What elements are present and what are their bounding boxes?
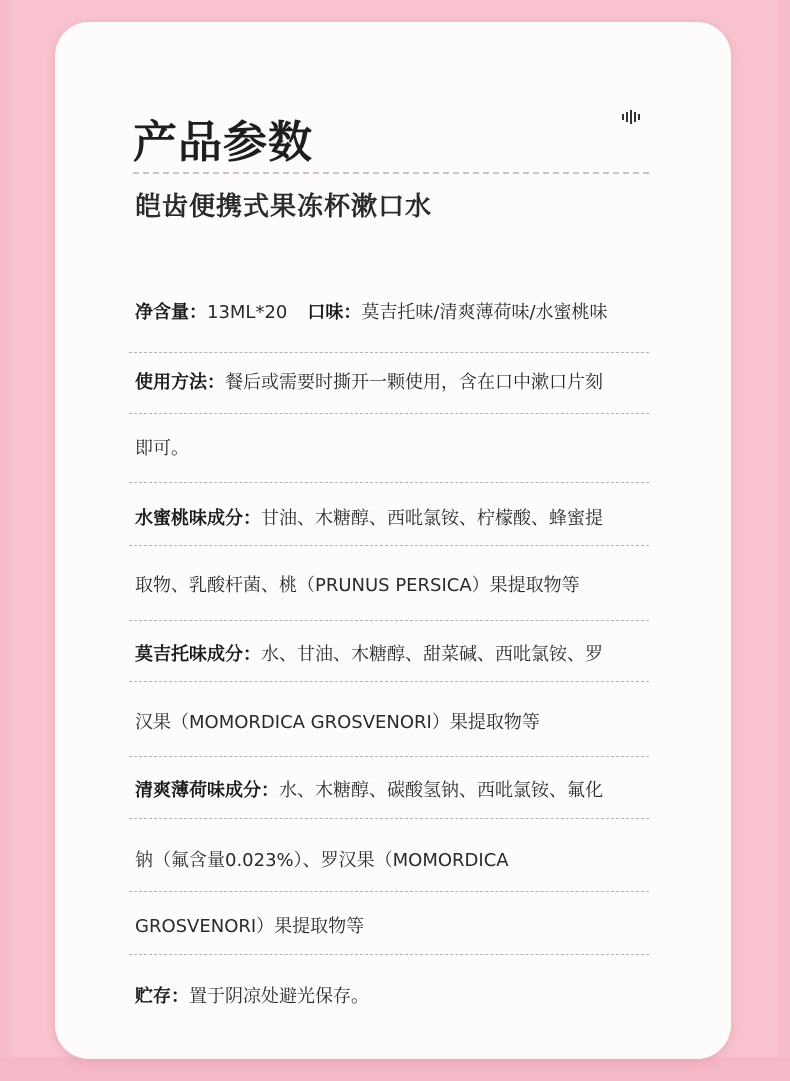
flavor-value: 莫吉托味/清爽薄荷味/水蜜桃味 bbox=[361, 302, 608, 323]
mint-line-1 bbox=[135, 776, 603, 802]
usage-line-2 bbox=[135, 434, 189, 460]
row-divider bbox=[129, 482, 649, 483]
product-name: 皑齿便携式果冻杯漱口水 bbox=[135, 192, 433, 222]
peach-line-1 bbox=[135, 504, 603, 530]
peach-value-2: 取物、乳酸杆菌、桃（PRUNUS PERSICA）果提取物等 bbox=[135, 575, 580, 596]
row-divider bbox=[129, 620, 649, 621]
mojito-value-1: 水、甘油、木糖醇、甜菜碱、西吡氯铵、罗 bbox=[261, 644, 603, 665]
net-and-flavor-line bbox=[135, 298, 608, 324]
row-divider bbox=[129, 756, 649, 757]
mojito-line-1 bbox=[135, 640, 603, 666]
storage-value: 置于阴凉处避光保存。 bbox=[189, 986, 369, 1007]
net-label: 净含量： bbox=[135, 302, 207, 323]
usage-line-1 bbox=[135, 368, 603, 394]
row-divider bbox=[129, 891, 649, 892]
mint-line-2 bbox=[135, 846, 509, 872]
left-pink-edge bbox=[0, 0, 12, 1081]
mojito-value-2: 汉果（MOMORDICA GROSVENORI）果提取物等 bbox=[135, 712, 540, 733]
mint-value-1: 水、木糖醇、碳酸氢钠、西吡氯铵、氟化 bbox=[279, 780, 603, 801]
row-divider bbox=[129, 413, 649, 414]
storage-label: 贮存： bbox=[135, 986, 189, 1007]
row-divider bbox=[129, 545, 649, 546]
row-divider bbox=[129, 352, 649, 353]
row-divider bbox=[129, 954, 649, 955]
row-divider bbox=[129, 681, 649, 682]
usage-label: 使用方法： bbox=[135, 372, 225, 393]
title-divider bbox=[133, 172, 649, 174]
mojito-line-2 bbox=[135, 708, 540, 734]
mint-line-3 bbox=[135, 912, 364, 938]
mint-value-2: 钠（氟含量0.023%）、罗汉果（MOMORDICA bbox=[135, 850, 509, 871]
storage-line bbox=[135, 982, 369, 1008]
usage-value-2: 即可。 bbox=[135, 438, 189, 459]
bottom-pink-band bbox=[0, 1057, 790, 1081]
row-divider bbox=[129, 818, 649, 819]
peach-value-1: 甘油、木糖醇、西吡氯铵、柠檬酸、蜂蜜提 bbox=[261, 508, 603, 529]
right-pink-edge bbox=[778, 0, 790, 1081]
flavor-label: 口味： bbox=[307, 302, 362, 323]
mojito-label: 莫吉托味成分： bbox=[135, 644, 261, 665]
net-value: 13ML*20 bbox=[207, 302, 288, 323]
spec-card bbox=[55, 22, 731, 1059]
peach-line-2 bbox=[135, 571, 580, 597]
peach-label: 水蜜桃味成分： bbox=[135, 508, 261, 529]
mint-value-3: GROSVENORI）果提取物等 bbox=[135, 916, 365, 937]
usage-value-1: 餐后或需要时撕开一颗使用，含在口中漱口片刻 bbox=[225, 372, 603, 393]
sound-wave-icon bbox=[622, 110, 644, 124]
page-title: 产品参数 bbox=[133, 117, 313, 168]
mint-label: 清爽薄荷味成分： bbox=[135, 780, 279, 801]
